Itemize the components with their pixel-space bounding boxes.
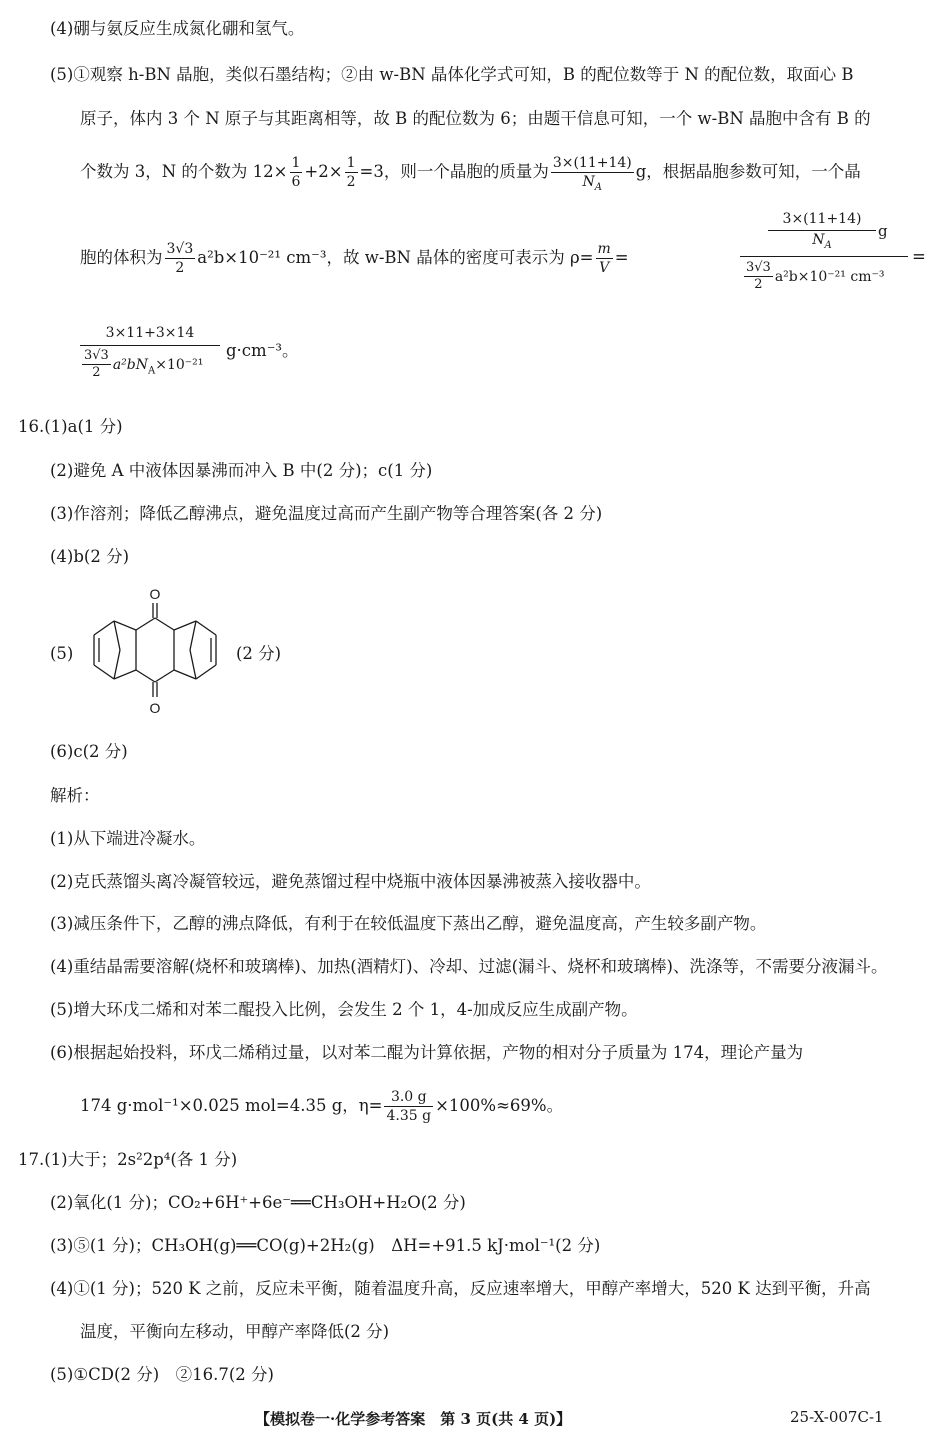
fraction-one-half: [345, 154, 358, 191]
text: a²b×10⁻²¹ cm⁻³，故 w-BN 晶体的密度可表示为 ρ=: [197, 248, 594, 267]
explanation-1: (1)从下端进冷凝水。: [50, 829, 206, 848]
explanation-4: (4)重结晶需要溶解(烧杯和玻璃棒)、加热(酒精灯)、冷却、过滤(漏斗、烧杯和玻璃棒)、洗涤等，不需要分液漏斗。: [50, 957, 888, 976]
text: 174 g·mol⁻¹×0.025 mol=4.35 g，η=: [80, 1096, 383, 1115]
q16-part5-label: (5): [50, 644, 74, 663]
denominator: 2: [754, 277, 763, 292]
q15-part5-line3: [80, 152, 861, 192]
density-compound-fraction: [740, 210, 908, 310]
numerator: 1: [346, 155, 356, 171]
q16-part5-score: (2 分): [236, 644, 282, 663]
explanation-5: (5)增大环戊二烯和对苯二醌投入比例，会发生 2 个 1，4-加成反应生成副产物。: [50, 1000, 638, 1019]
subscript-a: A: [148, 365, 156, 377]
oxygen-bottom-label: O: [149, 700, 161, 716]
text: 个数为 3，N 的个数为 12×: [80, 162, 288, 181]
numerator: 3.0 g: [384, 1088, 433, 1107]
q17-part3: (3)⑤(1 分)；CH₃OH(g)══CO(g)+2H₂(g) ΔH=+91.5 kJ·mol⁻¹(2 分): [50, 1236, 601, 1255]
q16-part1: 16.(1)a(1 分): [18, 417, 123, 436]
denominator: 4.35 g: [386, 1108, 432, 1124]
text: g，根据晶胞参数可知，一个晶: [635, 162, 861, 181]
q16-part6: (6)c(2 分): [50, 742, 128, 761]
subscript-a: A: [594, 181, 603, 193]
oxygen-top-label: O: [149, 586, 161, 602]
symbol-n: N: [812, 232, 825, 248]
fraction-one-sixth: [290, 154, 303, 191]
q16-part3: (3)作溶剂；降低乙醇沸点，避免温度过高而产生副产物等合理答案(各 2 分): [50, 504, 603, 523]
text: =3，则一个晶胞的质量为: [359, 162, 549, 181]
numerator: 3√3: [84, 348, 109, 363]
explanation-3: (3)减压条件下，乙醇的沸点降低，有利于在较低温度下蒸出乙醇，避免温度高，产生较多副产物。: [50, 914, 767, 933]
page-footer: 【模拟卷一·化学参考答案 第 3 页(共 4 页)】: [255, 1410, 572, 1428]
denominator: V: [599, 260, 610, 276]
numerator: 3×(11+14): [552, 155, 632, 171]
text: ×100%≈69%。: [435, 1096, 564, 1115]
denominator: 2: [175, 260, 185, 276]
numerator: 3√3: [746, 260, 771, 275]
unit-g: g: [878, 222, 888, 240]
q17-part4-line2: 温度，平衡向左移动，甲醇产率降低(2 分): [80, 1322, 390, 1341]
molecule-bonds: [94, 603, 216, 697]
product-molecule-structure: [76, 585, 236, 720]
fraction-m-over-v: [596, 240, 613, 277]
denominator: 2: [346, 174, 356, 190]
text: 胞的体积为: [80, 248, 163, 267]
fraction-yield: [384, 1088, 433, 1125]
final-den-rest: a²bN: [112, 357, 148, 373]
equals-trailing: =: [912, 247, 926, 266]
final-den-tail: ×10⁻²¹: [155, 357, 204, 373]
density-denominator: [742, 260, 884, 293]
q15-part5-line2: 原子，体内 3 个 N 原子与其距离相等，故 B 的配位数为 6；由题干信息可知，一个 w-BN 晶胞中含有 B 的: [80, 109, 871, 128]
final-density-fraction: [80, 324, 220, 384]
final-numerator: 3×11+3×14: [105, 325, 195, 341]
document-code: 25-X-007C-1: [790, 1408, 884, 1426]
q17-part4-line1: (4)①(1 分)；520 K 之前，反应未平衡，随着温度升高，反应速率增大，甲醇产率增大，520 K 达到平衡，升高: [50, 1279, 871, 1298]
denominator: 6: [291, 174, 301, 190]
explanation-6-calc: [80, 1086, 563, 1126]
q15-part5-line1: (5)①观察 h-BN 晶胞，类似石墨结构；②由 w-BN 晶体化学式可知，B 的配位数等于 N 的配位数，取面心 B: [50, 65, 854, 84]
fraction-volume-coef: [165, 240, 196, 277]
inner-num-bottom: [768, 231, 876, 249]
fraction-cell-mass: [551, 154, 634, 191]
denominator: 2: [92, 365, 101, 380]
main-fraction-bar: [740, 256, 908, 257]
final-denominator: [80, 348, 203, 381]
equals: =: [614, 248, 629, 267]
q15-part4: (4)硼与氨反应生成氮化硼和氢气。: [50, 19, 305, 38]
q17-part1: 17.(1)大于；2s²2p⁴(各 1 分): [18, 1150, 238, 1169]
denominator: [551, 173, 634, 191]
symbol-n: N: [582, 174, 595, 190]
explanation-6: (6)根据起始投料，环戊二烯稍过量，以对苯二醌为计算依据，产物的相对分子质量为 174，理论产量为: [50, 1043, 804, 1062]
fraction-volume-coef: [82, 348, 111, 381]
numerator: 3√3: [166, 241, 194, 257]
fraction-volume-coef: [744, 260, 773, 293]
subscript-a: A: [824, 239, 832, 251]
q17-part2: (2)氧化(1 分)；CO₂+6H⁺+6e⁻══CH₃OH+H₂O(2 分): [50, 1193, 466, 1212]
numerator: m: [597, 241, 611, 257]
inner-num-top: 3×(11+14): [782, 211, 862, 227]
q16-part4: (4)b(2 分): [50, 547, 130, 566]
text: +2×: [304, 162, 343, 181]
analysis-heading: 解析：: [50, 786, 100, 805]
final-fraction-bar: [80, 345, 220, 346]
q15-part5-line4: [80, 238, 629, 278]
q16-part2: (2)避免 A 中液体因暴沸而冲入 B 中(2 分)；c(1 分): [50, 461, 433, 480]
numerator: 1: [291, 155, 301, 171]
explanation-2: (2)克氏蒸馏头离冷凝管较远，避免蒸馏过程中烧瓶中液体因暴沸被蒸入接收器中。: [50, 872, 651, 891]
q17-part5: (5)①CD(2 分) ②16.7(2 分): [50, 1365, 274, 1384]
denominator-rest: a²b×10⁻²¹ cm⁻³: [774, 269, 885, 285]
final-unit: g·cm⁻³。: [226, 341, 299, 360]
